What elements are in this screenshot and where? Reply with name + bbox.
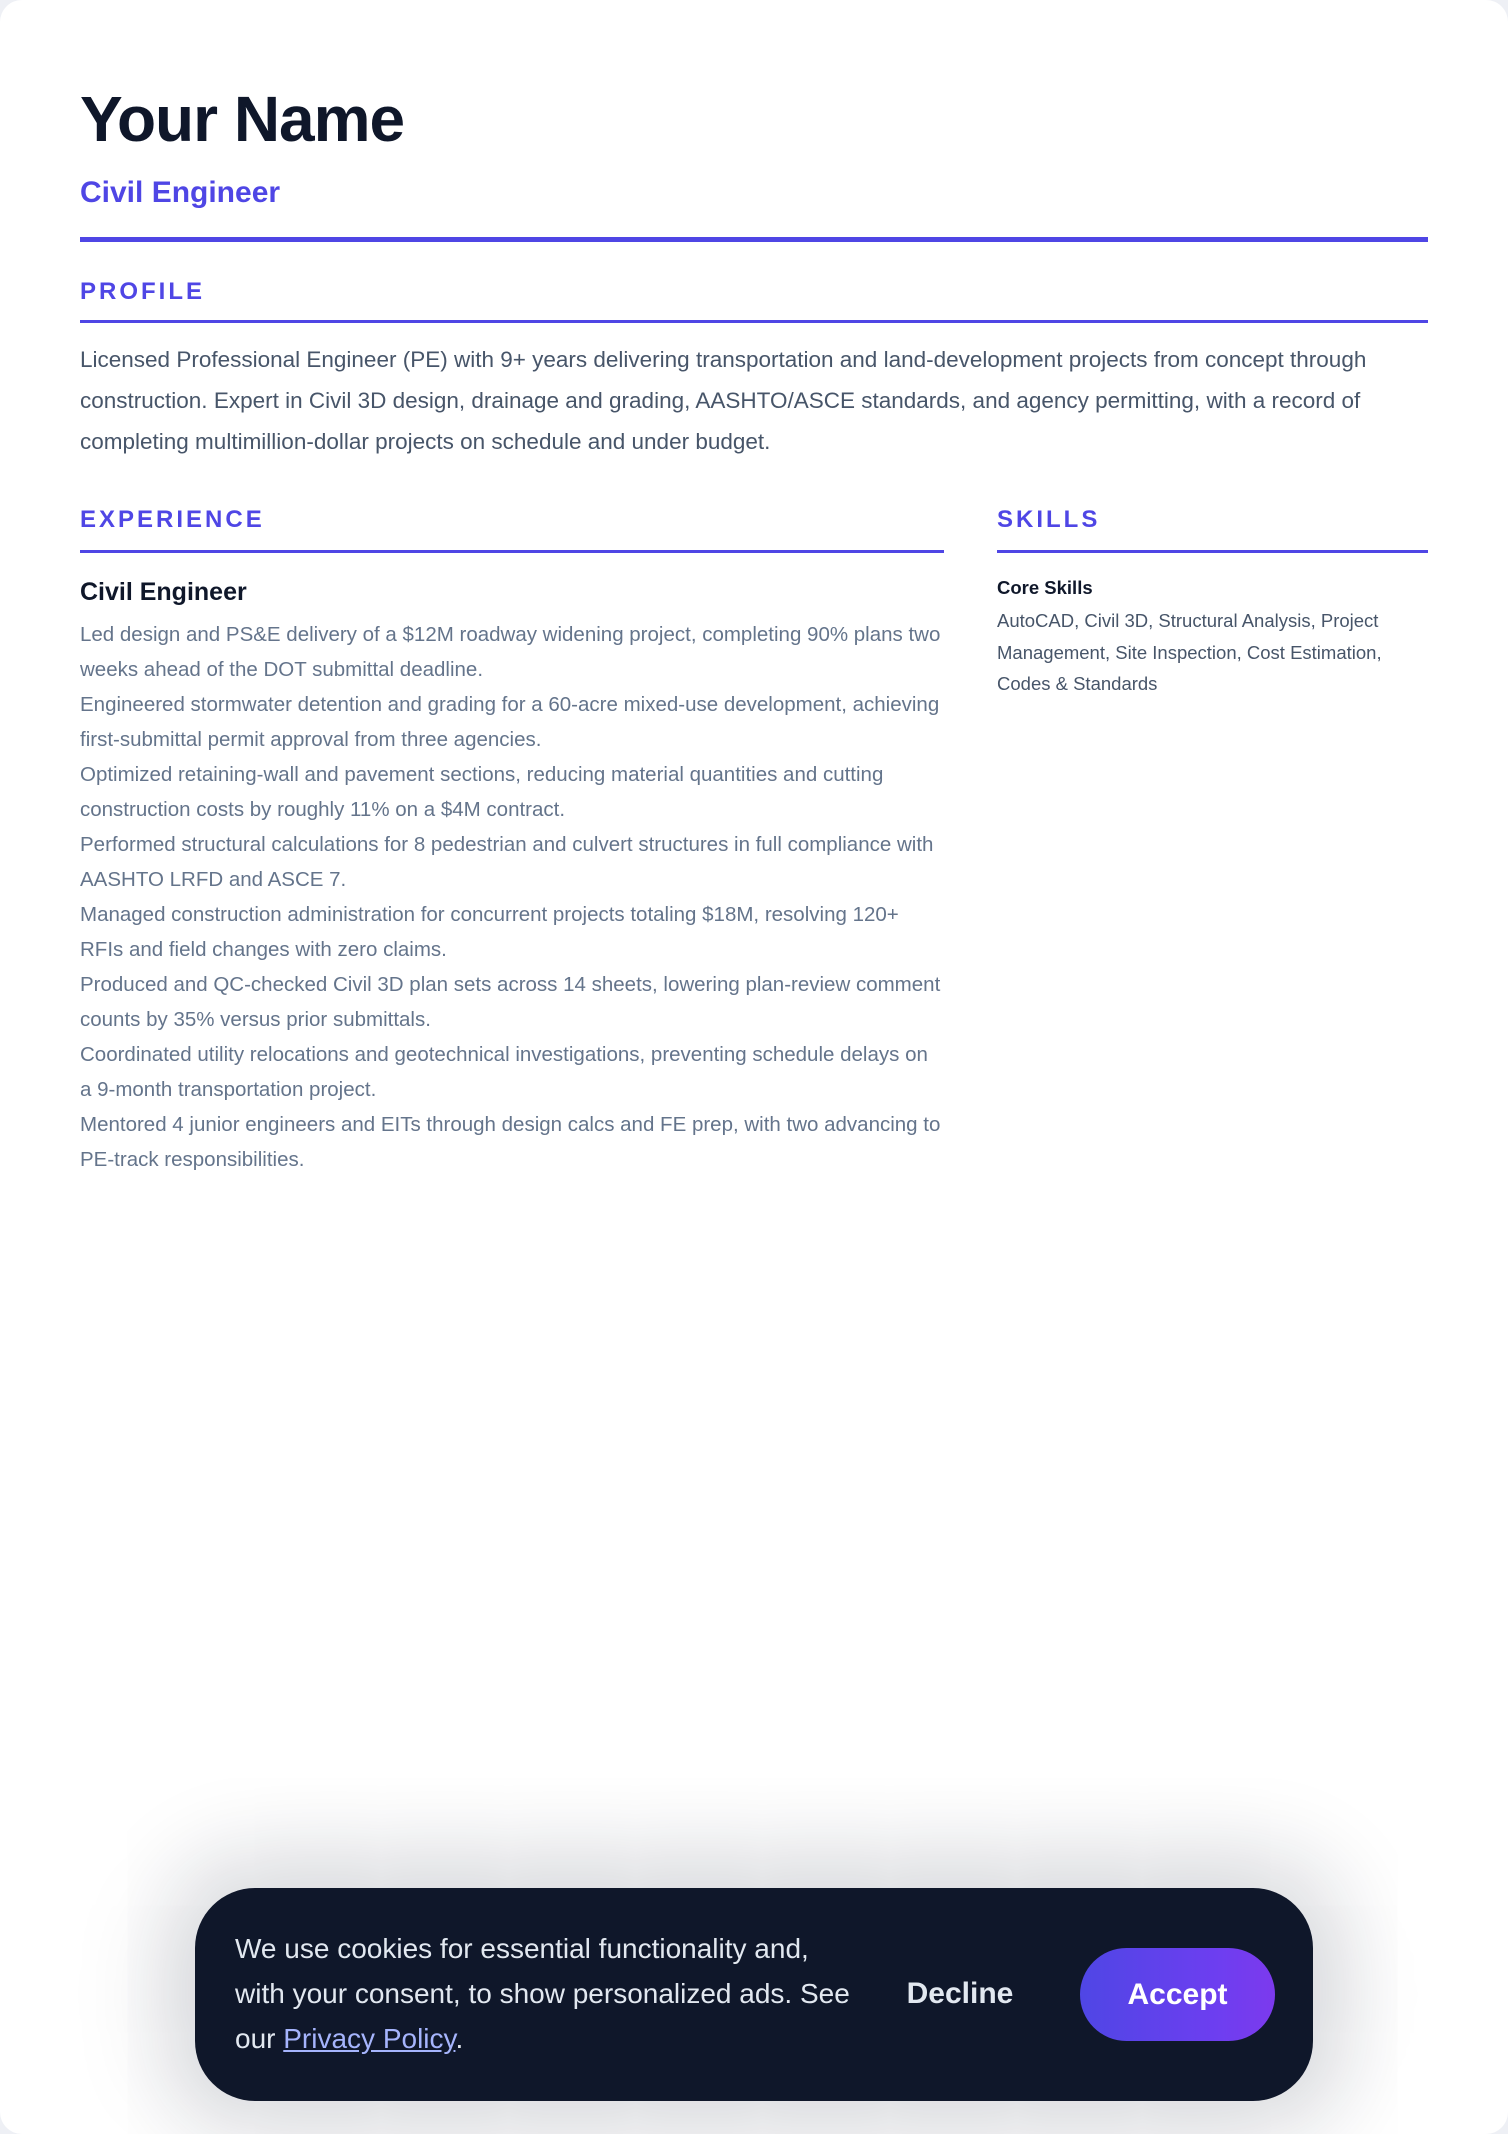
skills-section <box>997 504 1428 700</box>
experience-bullet: Performed structural calculations for 8 pedestrian and culvert structures in full compliance with AASHTO LRFD and ASCE 7. <box>80 833 934 891</box>
privacy-policy-link[interactable]: Privacy Policy <box>283 2023 456 2054</box>
experience-bullet: Engineered stormwater detention and grading for a 60-acre mixed-use development, achieving first-submittal permit approval from three agencies. <box>80 693 940 751</box>
skills-divider <box>997 550 1428 553</box>
experience-section <box>80 504 944 1177</box>
cookie-message <box>235 1926 855 2061</box>
resume-name: Your Name <box>80 83 405 155</box>
skills-list: AutoCAD, Civil 3D, Structural Analysis, Project Management, Site Inspection, Cost Estimation, Codes & Standards <box>997 610 1382 694</box>
profile-divider <box>80 320 1428 323</box>
experience-divider <box>80 550 944 553</box>
experience-heading: EXPERIENCE <box>80 506 265 533</box>
experience-bullets <box>80 617 944 1177</box>
experience-bullet: Produced and QC-checked Civil 3D plan sets across 14 sheets, lowering plan-review comment counts by 35% versus prior submittals. <box>80 973 941 1031</box>
cookie-message-end: . <box>455 2023 464 2054</box>
header-divider <box>80 237 1428 242</box>
accept-button[interactable]: Accept <box>1080 1948 1275 2041</box>
experience-bullet: Optimized retaining-wall and pavement sections, reducing material quantities and cutting construction costs by roughly 11% on a $4M contract. <box>80 763 884 821</box>
experience-bullet: Managed construction administration for concurrent projects totaling $18M, resolving 120+ RFIs and field changes with zero claims. <box>80 903 899 961</box>
cookie-banner <box>195 1888 1313 2101</box>
decline-button[interactable]: Decline <box>900 1950 1020 2038</box>
profile-heading: PROFILE <box>80 278 206 305</box>
resume-columns <box>80 504 1428 1204</box>
job-title: Civil Engineer <box>80 578 247 606</box>
experience-bullet: Mentored 4 junior engineers and EITs through design calcs and FE prep, with two advancing to PE-track responsibilities. <box>80 1113 941 1171</box>
resume-role: Civil Engineer <box>80 176 281 209</box>
experience-bullet: Led design and PS&E delivery of a $12M roadway widening project, completing 90% plans two weeks ahead of the DOT submittal deadline. <box>80 623 941 681</box>
experience-bullet: Coordinated utility relocations and geotechnical investigations, preventing schedule delays on a 9-month transportation project. <box>80 1043 928 1101</box>
skills-group-title: Core Skills <box>997 577 1093 598</box>
skills-heading: SKILLS <box>997 506 1101 533</box>
cookie-message-text: We use cookies for essential functionality and, with your consent, to show personalized ads. See our <box>235 1933 850 2054</box>
profile-summary: Licensed Professional Engineer (PE) with 9+ years delivering transportation and land-development projects from concept through construction. Expert in Civil 3D design, drainage and grading, AASHTO/ASCE standards, and agency permitting, with a record of completing multimillion-dollar projects on schedule and under budget. <box>80 347 1367 454</box>
